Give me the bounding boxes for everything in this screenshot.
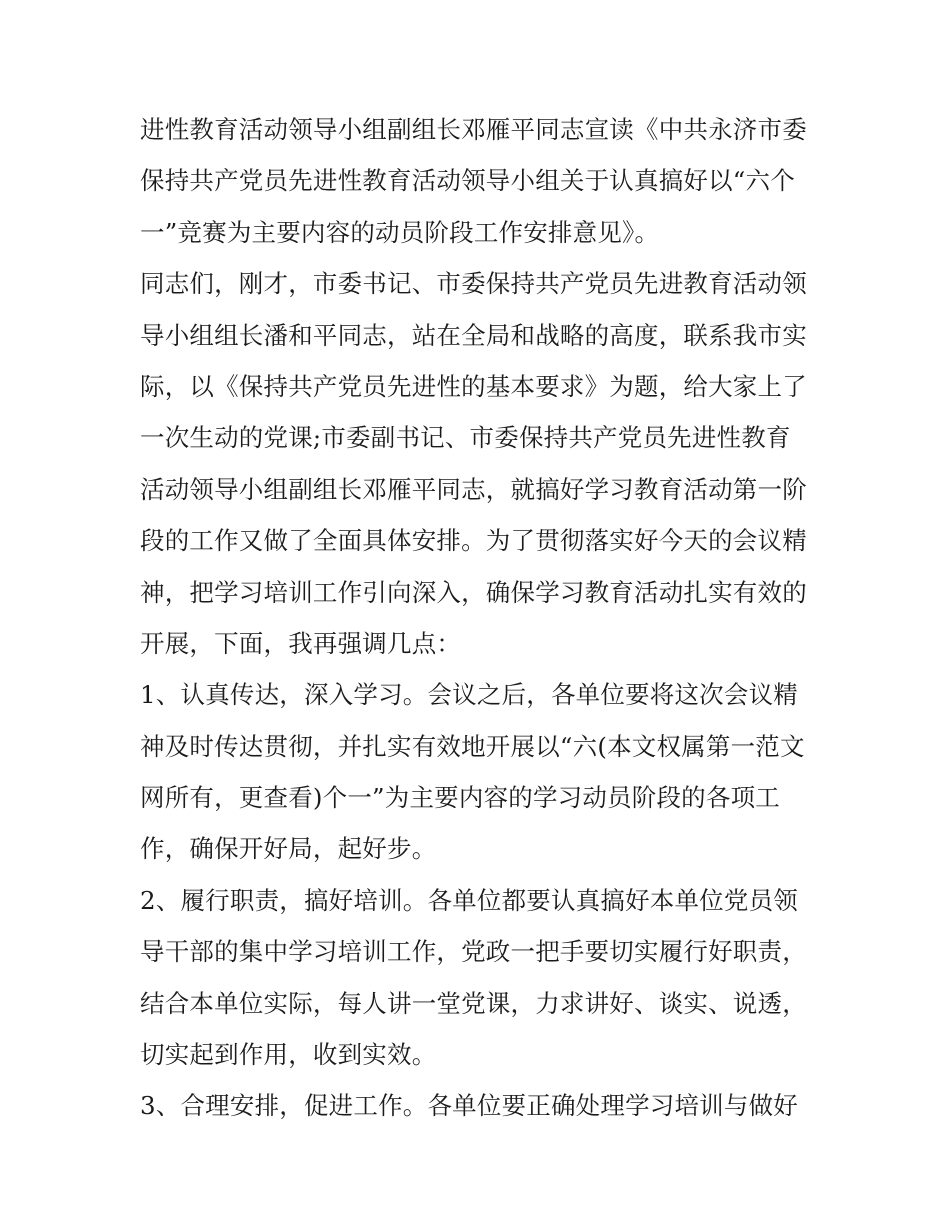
text-line: 神，把学习培训工作引向深入，确保学习教育活动扎实有效的	[140, 577, 807, 607]
text-line: 结合本单位实际，每人讲一堂党课，力求讲好、谈实、说透，	[140, 988, 807, 1018]
text-line: 导干部的集中学习培训工作，党政一把手要切实履行好职责，	[140, 937, 807, 967]
text-line: 神及时传达贯彻，并扎实有效地开展以“六(本文权属第一范文	[140, 731, 805, 761]
text-line: 网所有，更查看)个一”为主要内容的学习动员阶段的各项工	[140, 783, 780, 813]
text-line: 开展，下面，我再强调几点：	[140, 628, 462, 658]
text-line: 保持共产党员先进性教育活动领导小组关于认真搞好以“六个	[140, 166, 795, 196]
text-line: 导小组组长潘和平同志，站在全局和战略的高度，联系我市实	[140, 320, 807, 350]
text-line: 作，确保开好局，起好步。	[140, 834, 437, 864]
text-line: 一”竞赛为主要内容的动员阶段工作安排意见》。	[140, 217, 660, 247]
text-line: 切实起到作用，收到实效。	[140, 1040, 437, 1070]
body-text	[140, 104, 820, 1132]
text-line: 际，以《保持共产党员先进性的基本要求》为题，给大家上了	[140, 371, 807, 401]
text-line: 同志们，刚才，市委书记、市委保持共产党员先进教育活动领	[140, 269, 807, 299]
text-line: 活动领导小组副组长邓雁平同志，就搞好学习教育活动第一阶	[140, 474, 807, 504]
text-line: 2、履行职责，搞好培训。各单位都要认真搞好本单位党员领	[140, 885, 798, 915]
text-line: 进性教育活动领导小组副组长邓雁平同志宣读《中共永济市委	[140, 115, 807, 144]
text-line: 1、认真传达，深入学习。会议之后，各单位要将这次会议精	[140, 680, 798, 710]
text-line: 3、合理安排，促进工作。各单位要正确处理学习培训与做好	[140, 1091, 798, 1121]
text-line: 一次生动的党课;市委副书记、市委保持共产党员先进性教育	[140, 423, 791, 453]
text-line: 段的工作又做了全面具体安排。为了贯彻落实好今天的会议精	[140, 526, 807, 556]
